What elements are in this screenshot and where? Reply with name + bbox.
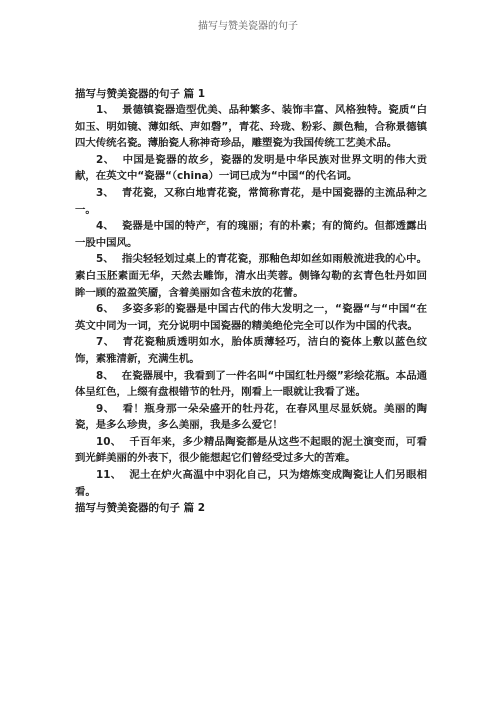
item-number: 7、 <box>96 336 115 349</box>
list-item <box>75 368 427 401</box>
list-item <box>75 301 427 334</box>
section-heading-1: 描写与赞美瓷器的句子 篇 1 <box>75 88 206 100</box>
document-header-title: 描写与赞美瓷器的句子 <box>198 21 298 32</box>
list-item <box>75 334 427 367</box>
item-number: 6、 <box>96 303 115 316</box>
item-text: 指尖轻轻划过桌上的青花瓷，那釉色却如丝如雨般流进我的心中。素白玉胚素面无华，天然去雕饰，清水出芙蓉。侧锋勾勒的玄青色牡丹如回眸一顾的盈盈笑靥，含着美丽如含苞未放的花蕾。 <box>75 253 427 299</box>
item-number: 1、 <box>96 104 115 116</box>
item-text: 景德镇瓷器造型优美、品种繁多、装饰丰富、风格独特。瓷质“白如玉、明如镜、薄如纸、声如磬”，青花、玲珑、粉彩、颜色釉，合称景德镇四大传统名瓷。薄胎瓷人称神奇珍品，雕塑瓷为我国传统工艺美术品。 <box>75 104 428 150</box>
item-number: 3、 <box>96 186 114 199</box>
item-text: 青花瓷，又称白地青花瓷，常简称青花，是中国瓷器的主流品种之一。 <box>75 186 427 216</box>
list-item <box>75 102 427 152</box>
document-body <box>75 86 427 516</box>
item-text: 瓷器是中国的特产，有的瑰丽；有的朴素；有的简约。但都透露出一股中国风。 <box>75 220 427 249</box>
item-text: 在瓷器展中，我看到了一件名叫“中国红牡丹缀”彩绘花瓶。本品通体呈红色，上缀有盘根错节的牡丹，刚看上一眼就让我看了迷。 <box>75 369 427 399</box>
item-text: 千百年来，多少精品陶瓷都是从这些不起眼的泥土演变而，可看到光鲜美丽的外表下，很少能想起它们曾经受过多大的苦难。 <box>75 435 428 465</box>
item-number: 8、 <box>96 369 114 382</box>
item-text: 看！瓶身那一朵朵盛开的牡丹花，在春风里尽显妖娆。美丽的陶瓷，是多么珍贵，多么美丽，我是多么爱它！ <box>75 402 428 432</box>
item-number: 11、 <box>96 469 122 482</box>
list-item <box>75 467 427 500</box>
list-item <box>75 434 427 467</box>
list-item <box>75 401 427 434</box>
list-item <box>75 218 427 251</box>
list-item <box>75 251 427 301</box>
item-text: 中国是瓷器的故乡，瓷器的发明是中华民族对世界文明的伟大贡献，在英文中“瓷器“（china）一词已成为“中国“的代名词。 <box>75 153 428 183</box>
list-item <box>75 152 427 185</box>
item-number: 4、 <box>96 220 114 233</box>
item-number: 5、 <box>96 253 114 266</box>
item-text: 青花瓷釉质透明如水，胎体质薄轻巧，洁白的瓷体上敷以蓝色纹饰，素雅清新，充满生机。 <box>75 336 428 365</box>
item-number: 10、 <box>96 435 122 448</box>
item-text: 泥土在炉火高温中中羽化自己，只为熔炼变成陶瓷让人们另眼相看。 <box>75 469 428 498</box>
list-item <box>75 185 427 218</box>
item-number: 2、 <box>96 153 115 166</box>
item-number: 9、 <box>96 402 115 415</box>
item-text: 多姿多彩的瓷器是中国古代的伟大发明之一，“瓷器“与“中国“在英文中同为一词，充分说明中国瓷器的精美绝伦完全可以作为中国的代表。 <box>75 303 427 332</box>
section-heading-2: 描写与赞美瓷器的句子 篇 2 <box>75 502 206 515</box>
